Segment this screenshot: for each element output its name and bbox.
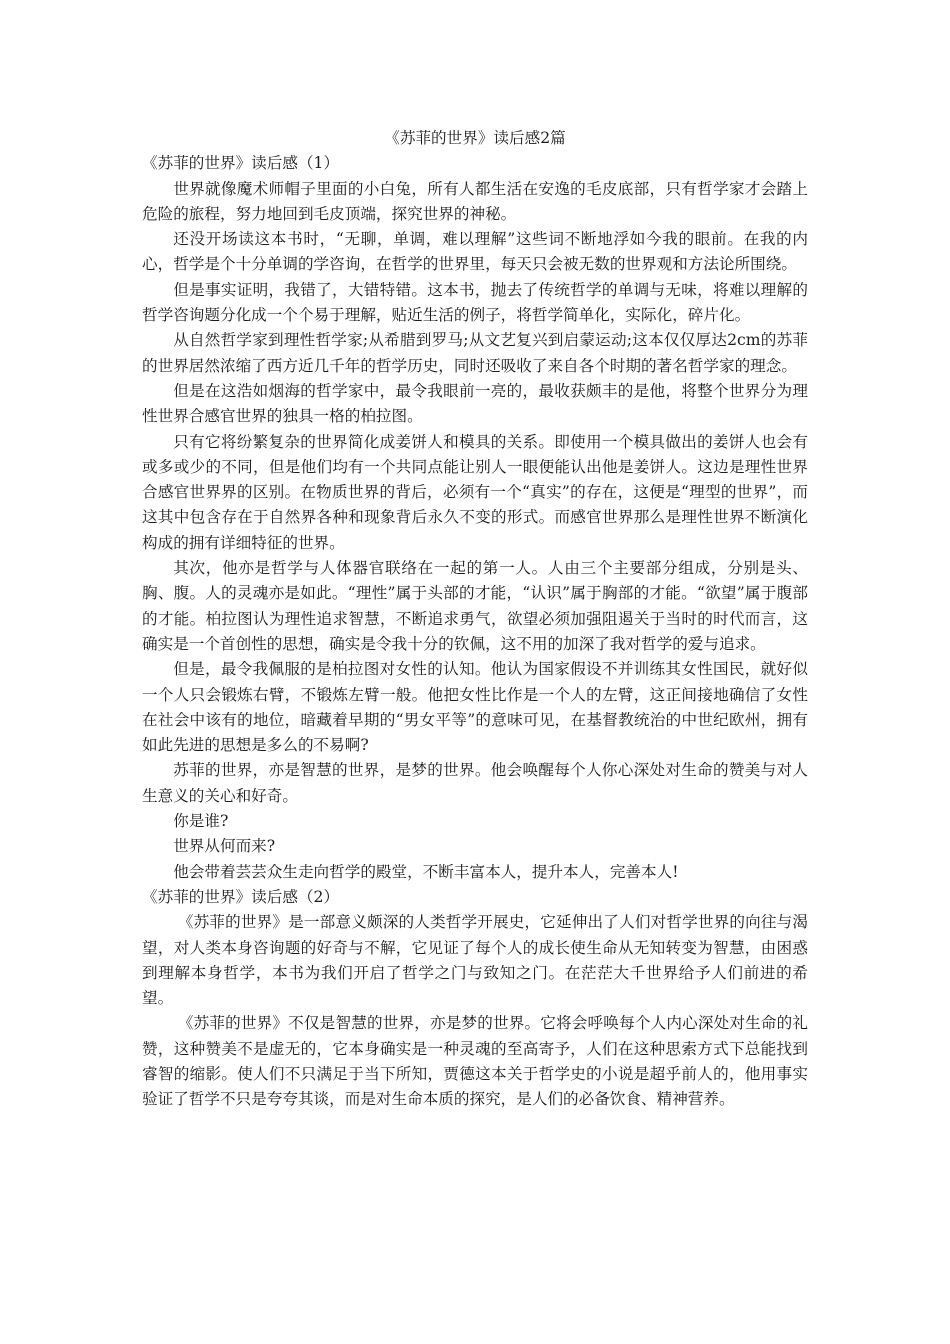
document-page: [142, 126, 808, 1113]
section-2: [142, 885, 808, 1113]
paragraph: 世界从何而来?: [173, 837, 276, 856]
document-title: 《苏菲的世界》读后感2篇: [384, 129, 566, 147]
paragraph: 苏菲的世界，亦是智慧的世界，是梦的世界。他会唤醒每个人你心深处对生命的赞美与对人生意义的关心和好奇。: [142, 761, 808, 805]
paragraph: 但是事实证明，我错了，大错特错。这本书，抛去了传统哲学的单调与无味，将难以理解的哲学咨询题分化成一个个易于理解，贴近生活的例子，将哲学简单化，实际化，碎片化。: [142, 280, 808, 325]
section-2-heading: 《苏菲的世界》读后感（2）: [142, 887, 340, 906]
paragraph: 你是谁?: [173, 812, 229, 831]
paragraph: 还没开场读这本书时，“无聊，单调，难以理解”这些词不断地浮如今我的眼前。在我的内心，哲学是个十分单调的学咨询，在哲学的世界里，每天只会被无数的世界观和方法论所围绕。: [142, 230, 808, 274]
section-1: [142, 151, 808, 885]
paragraph: 从自然哲学家到理性哲学家;从希腊到罗马;从文艺复兴到启蒙运动;这本仅仅厚达2cm的苏菲的世界居然浓缩了西方近几千年的哲学历史，同时还吸收了来自各个时期的著名哲学家的理念。: [142, 331, 808, 375]
paragraph: 《苏菲的世界》不仅是智慧的世界，亦是梦的世界。它将会呼唤每个人内心深处对生命的礼赞，这种赞美不是虚无的，它本身确实是一种灵魂的至高寄予，人们在这种思索方式下总能找到睿智的缩影。使人们不只满足于当下所知，贾德这本关于哲学史的小说是超乎前人的，他用事实验证了哲学不只是夸夸其谈，而是对生命本质的探究，是人们的必备饮食、精神营养。: [142, 1014, 808, 1109]
paragraph: 但是在这浩如烟海的哲学家中，最令我眼前一亮的，最收获颇丰的是他，将整个世界分为理性世界合感官世界的独具一格的柏拉图。: [142, 381, 808, 426]
paragraph: 但是，最令我佩服的是柏拉图对女性的认知。他认为国家假设不并训练其女性国民，就好似一个人只会锻炼右臂，不锻炼左臂一般。他把女性比作是一个人的左臂，这正间接地确信了女性在社会中该有的地位，暗藏着早期的“男女平等”的意味可见，在基督教统治的中世纪欧州，拥有如此先进的思想是多么的不易啊?: [142, 660, 808, 755]
section-1-heading: 《苏菲的世界》读后感（1）: [142, 154, 340, 173]
paragraph: 其次，他亦是哲学与人体器官联络在一起的第一人。人由三个主要部分组成，分别是头、胸、腹。人的灵魂亦是如此。“理性”属于头部的才能，“认识”属于胸部的才能。“欲望”属于腹部的才能。柏拉图认为理性追求智慧，不断追求勇气，欲望必须加强阻遏关于当时的时代而言，这确实是一个首创性的思想，确实是令我十分的钦佩，这不用的加深了我对哲学的爱与追求。: [142, 559, 808, 653]
paragraph: 他会带着芸芸众生走向哲学的殿堂，不断丰富本人，提升本人，完善本人!: [173, 862, 679, 881]
paragraph: 《苏菲的世界》是一部意义颇深的人类哲学开展史，它延伸出了人们对哲学世界的向往与渴望，对人类本身咨询题的好奇与不解，它见证了每个人的成长使生命从无知转变为智慧，由困惑到理解本身哲学，本书为我们开启了哲学之门与致知之门。在茫茫大千世界给予人们前进的希望。: [142, 913, 808, 1008]
paragraph: 只有它将纷繁复杂的世界简化成姜饼人和模具的关系。即使用一个模具做出的姜饼人也会有或多或少的不同，但是他们均有一个共同点能让别人一眼便能认出他是姜饼人。这边是理性世界合感官世界界的区别。在物质世界的背后，必须有一个“真实”的存在，这便是“理型的世界”，而这其中包含存在于自然界各种和现象背后永久不变的形式。而感官世界那么是理性世界不断演化构成的拥有详细特征的世界。: [142, 432, 808, 552]
paragraph: 世界就像魔术师帽子里面的小白兔，所有人都生活在安逸的毛皮底部，只有哲学家才会踏上危险的旅程，努力地回到毛皮顶端，探究世界的神秘。: [142, 179, 808, 223]
